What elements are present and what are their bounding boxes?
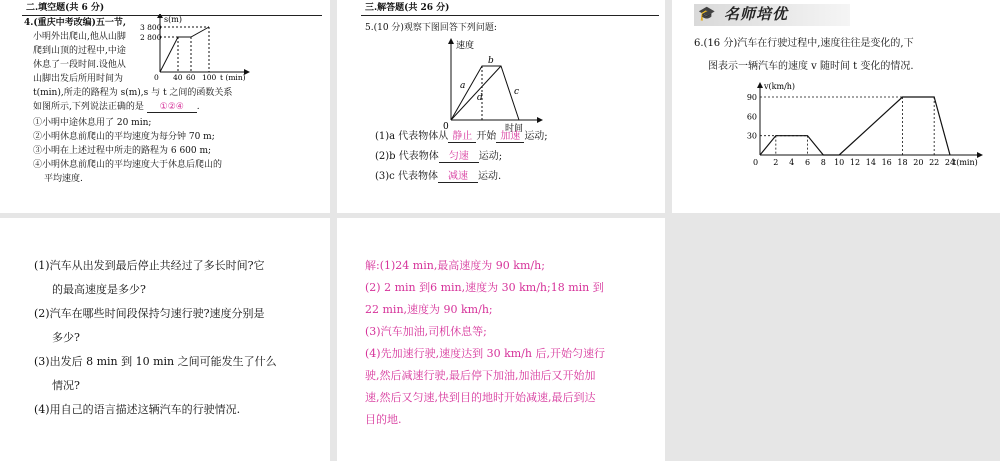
q6-line-1: 6.(16 分)汽车在行驶过程中,速度往往是变化的,下 [694,38,914,49]
q4-prompt: 如图所示,下列说法正确的是 [33,102,144,112]
q6-line-2: 图表示一辆汽车的速度 v 随时间 t 变化的情况. [708,61,914,72]
solution-line-1: 解:(1)24 min,最高速度为 90 km/h; [365,259,545,272]
solution-line-5: (4)先加速行驶,速度达到 30 km/h 后,开始匀速行 [365,347,605,360]
subq-line-7: (4)用自己的语言描述这辆汽车的行驶情况. [34,403,241,416]
chart-origin: 0 [753,158,759,167]
solution-line-4: (3)汽车加油,司机休息等; [365,325,487,338]
panel-fill-in-question [0,0,330,213]
graph-xlabel: 时间 [505,124,524,132]
x-tick-label: 10 [834,158,845,167]
graph-origin: 0 [443,122,449,132]
y-tick-label: 60 [746,112,757,122]
section-header: 二.填空题(共 6 分) [26,3,105,13]
panel-q6-subquestions [0,218,330,461]
q4-line-3: 爬到山顶的过程中,中途 [33,46,126,56]
banner [694,4,850,26]
graph-origin: 0 [154,73,159,82]
option-2: ②小明休息前爬山的平均速度为每分钟 70 m; [33,132,215,142]
ytick-2800: 2 800 [140,33,162,42]
answer-2-pre: (2)b 代表物体 [375,151,439,162]
panel-answer-q5 [337,0,665,213]
answer-2 [375,152,502,163]
graph-ylabel: 速度 [456,41,475,51]
ytick-3800: 3 800 [140,23,162,32]
subq-line-2: 的最高速度是多少? [52,283,146,296]
solution-line-7: 速,然后又匀速,快到目的地时开始减速,最后到达 [365,391,596,404]
solution-line-6: 驶,然后减速行驶,最后停下加油,加油后又开始加 [365,369,596,382]
panel-solution [337,218,665,461]
x-tick-label: 4 [789,158,795,167]
q4-line-1: 4.(重庆中考改编)五一节, [24,18,127,28]
q4-line-6: t(min),所走的路程为 s(m),s 与 t 之间的函数关系 [33,88,233,98]
answer-1-blank-1: 静止 [448,132,476,143]
y-tick-label: 90 [746,93,757,102]
solution-line-8: 目的地. [365,413,402,426]
x-tick-label: 18 [897,158,908,167]
answer-1-mid: 开始 [476,131,497,142]
xtick-100: 100 [202,73,217,82]
solution-line-2: (2) 2 min 到6 min,速度为 30 km/h;18 min 到 [365,281,604,294]
xtick-60: 60 [186,73,196,82]
solution-line-3: 22 min,速度为 90 km/h; [365,303,493,316]
subq-line-3: (2)汽车在哪些时间段保持匀速行驶?速度分别是 [34,307,265,320]
x-tick-label: 24 [944,158,956,167]
answer-3 [375,172,501,183]
q4-line-2: 小明外出爬山,他从山脚 [33,32,126,42]
option-4: ④小明休息前爬山的平均速度大于休息后爬山的 [33,160,223,170]
answer-1-pre: (1)a 代表物体从 [375,131,449,142]
divider [361,15,659,16]
x-tick-label: 2 [773,158,779,167]
x-tick-label: 16 [881,158,892,167]
q4-line-4: 休息了一段时间.设他从 [33,60,126,70]
segment-b-label: b [488,56,494,66]
graph-xlabel: t (min) [220,73,246,82]
answer-3-post: 运动. [477,171,502,182]
q4-line-7: 如图所示,下列说法正确的是 ①②④ . [33,102,200,112]
section-header: 三.解答题(共 26 分) [365,3,450,13]
answer-1 [375,132,548,143]
subq-line-1: (1)汽车从出发到最后停止共经过了多长时间?它 [34,259,265,272]
xtick-40: 40 [173,73,183,82]
chart-ylabel: v(km/h) [764,82,796,91]
chart-xlabel: t(min) [953,158,978,167]
option-1: ①小明中途休息用了 20 min; [33,118,152,128]
segment-c-label: c [514,87,520,97]
answer-1-post: 运动; [524,131,548,142]
graph-ylabel: s(m) [164,15,182,24]
panel-q6 [672,0,1000,213]
distance-time-graph [140,14,255,86]
q5-title: 5.(10 分)观察下图回答下列问题: [365,23,497,33]
answer-2-blank: 匀速 [439,152,479,163]
speed-time-chart [740,80,990,170]
banner-title: 名师培优 [724,5,789,23]
x-tick-label: 14 [865,158,876,167]
graduation-cap-icon: 🎓 [698,6,716,22]
velocity-time-graph [437,38,547,132]
subq-line-5: (3)出发后 8 min 到 10 min 之间可能发生了什么 [34,355,277,368]
option-4-cont: 平均速度. [44,174,83,184]
subq-line-6: 情况? [52,379,80,392]
answer-3-blank: 减速 [438,172,478,183]
segment-a-label: a [460,81,466,91]
speed-series-line [760,97,950,155]
answer-2-post: 运动; [478,151,503,162]
option-3: ③小明在上述过程中所走的路程为 6 600 m; [33,146,212,156]
q4-answer: ①②④ [147,103,197,113]
answer-3-pre: (3)c 代表物体 [375,171,438,182]
x-tick-label: 22 [929,158,940,167]
y-tick-label: 30 [746,131,757,141]
subq-line-4: 多少? [52,331,80,344]
x-tick-label: 20 [913,158,924,167]
x-tick-label: 6 [804,158,811,167]
q4-line-5: 山脚出发后所用时间为 [33,74,124,84]
x-tick-label: 12 [849,158,861,167]
segment-d-label: d [477,93,483,103]
answer-1-blank-2: 加速 [496,132,524,143]
x-tick-label: 8 [820,158,826,167]
